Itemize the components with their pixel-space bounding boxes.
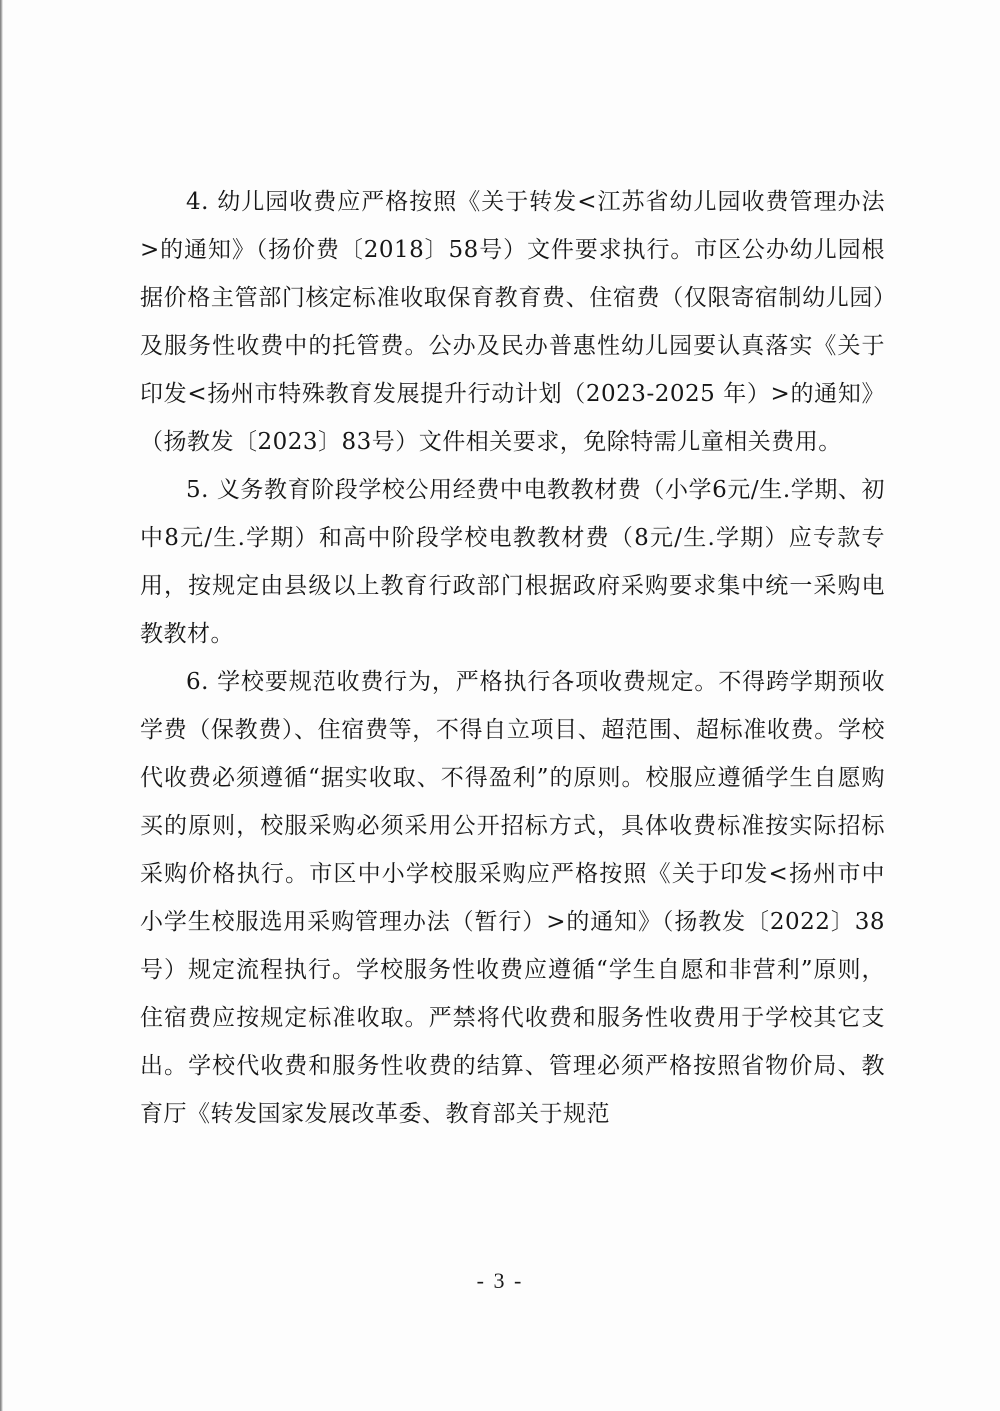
page-number: - 3 -: [476, 1268, 524, 1293]
scan-edge-shadow: [0, 0, 3, 1411]
paragraph-item-6: 6. 学校要规范收费行为，严格执行各项收费规定。不得跨学期预收学费（保教费）、住宿费等，不得自立项目、超范围、超标准收费。学校代收费必须遵循“据实收取、不得盈利”的原则。校服应遵循学生自愿购买的原则，校服采购必须采用公开招标方式，具体收费标准按实际招标采购价格执行。市区中小学校服采购应严格按照《关于印发<扬州市中小学生校服选用采购管理办法（暂行）>的通知》（扬教发〔2022〕38号）规定流程执行。学校服务性收费应遵循“学生自愿和非营利”原则，住宿费应按规定标准收取。严禁将代收费和服务性收费用于学校其它支出。学校代收费和服务性收费的结算、管理必须严格按照省物价局、教育厅《转发国家发展改革委、教育部关于规范: [140, 669, 885, 1127]
paragraph-item-5: 5. 义务教育阶段学校公用经费中电教教材费（小学6元/生.学期、初中8元/生.学期）和高中阶段学校电教教材费（8元/生.学期）应专款专用，按规定由县级以上教育行政部门根据政府采购要求集中统一采购电教教材。: [140, 477, 885, 647]
document-body: [140, 178, 885, 1138]
paragraph-item-4: 4. 幼儿园收费应严格按照《关于转发<江苏省幼儿园收费管理办法>的通知》（扬价费〔2018〕58号）文件要求执行。市区公办幼儿园根据价格主管部门核定标准收取保育教育费、住宿费（仅限寄宿制幼儿园）及服务性收费中的托管费。公办及民办普惠性幼儿园要认真落实《关于印发<扬州市特殊教育发展提升行动计划（2023-2025 年）>的通知》（扬教发〔2023〕83号）文件相关要求，免除特需儿童相关费用。: [140, 189, 885, 455]
